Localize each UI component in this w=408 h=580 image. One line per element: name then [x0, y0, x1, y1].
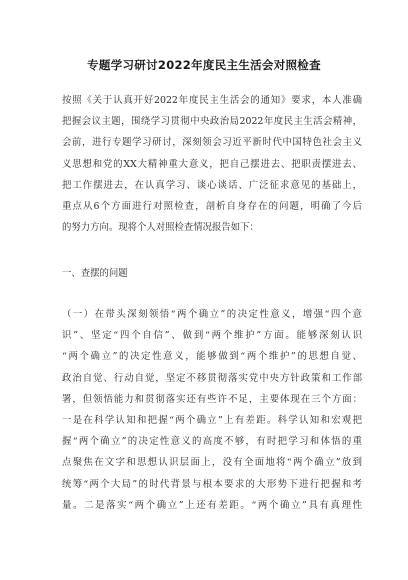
body-line: （一）在带头深刻领悟“两个确立”的决定性意义，增强“四个意 — [62, 309, 362, 320]
body-line: 量。二是落实“两个确立”上还有差距。“两个确立”具有真理性 — [62, 499, 362, 511]
intro-line: 把工作摆进去，在认真学习、谈心谈话、广泛征求意见的基础上， — [62, 179, 362, 191]
intro-line: 会前，进行专题学习研讨，深刻领会习近平新时代中国特色社会主义 — [62, 137, 362, 149]
body-line: 一是在科学认知和把握“两个确立”上有差距。科学认知和宏观把 — [62, 414, 362, 426]
body-line: 点聚焦在文字和思想认识层面上，没有全面地将“两个确立”放到 — [62, 457, 362, 469]
body-paragraph — [62, 304, 362, 516]
body-line: 识”、坚定“四个自信”、做到“两个维护”方面。能够深刻认识 — [62, 330, 362, 342]
intro-line: 按照《关于认真开好2022年度民主生活会的通知》要求，本人准确 — [62, 95, 362, 106]
intro-line: 重点从6个方面进行对照检查，剖析自身存在的问题，明确了今后 — [62, 200, 362, 212]
body-line: 握“两个确立”的决定性意义的高度不够，有时把学习和体悟的重 — [62, 436, 362, 448]
section-heading: 一、查摆的问题 — [62, 268, 128, 279]
body-line: 统筹“两个大局”的时代背景与根本要求的大形势下进行把握和考 — [62, 478, 362, 490]
body-line: “两个确立”的决定性意义，能够做到“两个维护”的思想自觉、 — [62, 351, 362, 363]
body-line: 署，但领悟能力和贯彻落实还有些许不足，主要体现在三个方面： — [62, 393, 362, 405]
intro-line: 义思想和党的XX大精神重大意义，把自己摆进去、把职责摆进去、 — [62, 158, 362, 170]
document-title: 专题学习研讨2022年度民主生活会对照检查 — [87, 58, 321, 72]
intro-paragraph — [62, 90, 362, 238]
intro-line: 把握会议主题，围绕学习贯彻中央政治局2022年度民主生活会精神， — [62, 116, 362, 128]
body-line: 政治自觉、行动自觉，坚定不移贯彻落实党中央方针政策和工作部 — [62, 372, 362, 384]
intro-line: 的努力方向。现将个人对照检查情况报告如下： — [62, 222, 259, 234]
